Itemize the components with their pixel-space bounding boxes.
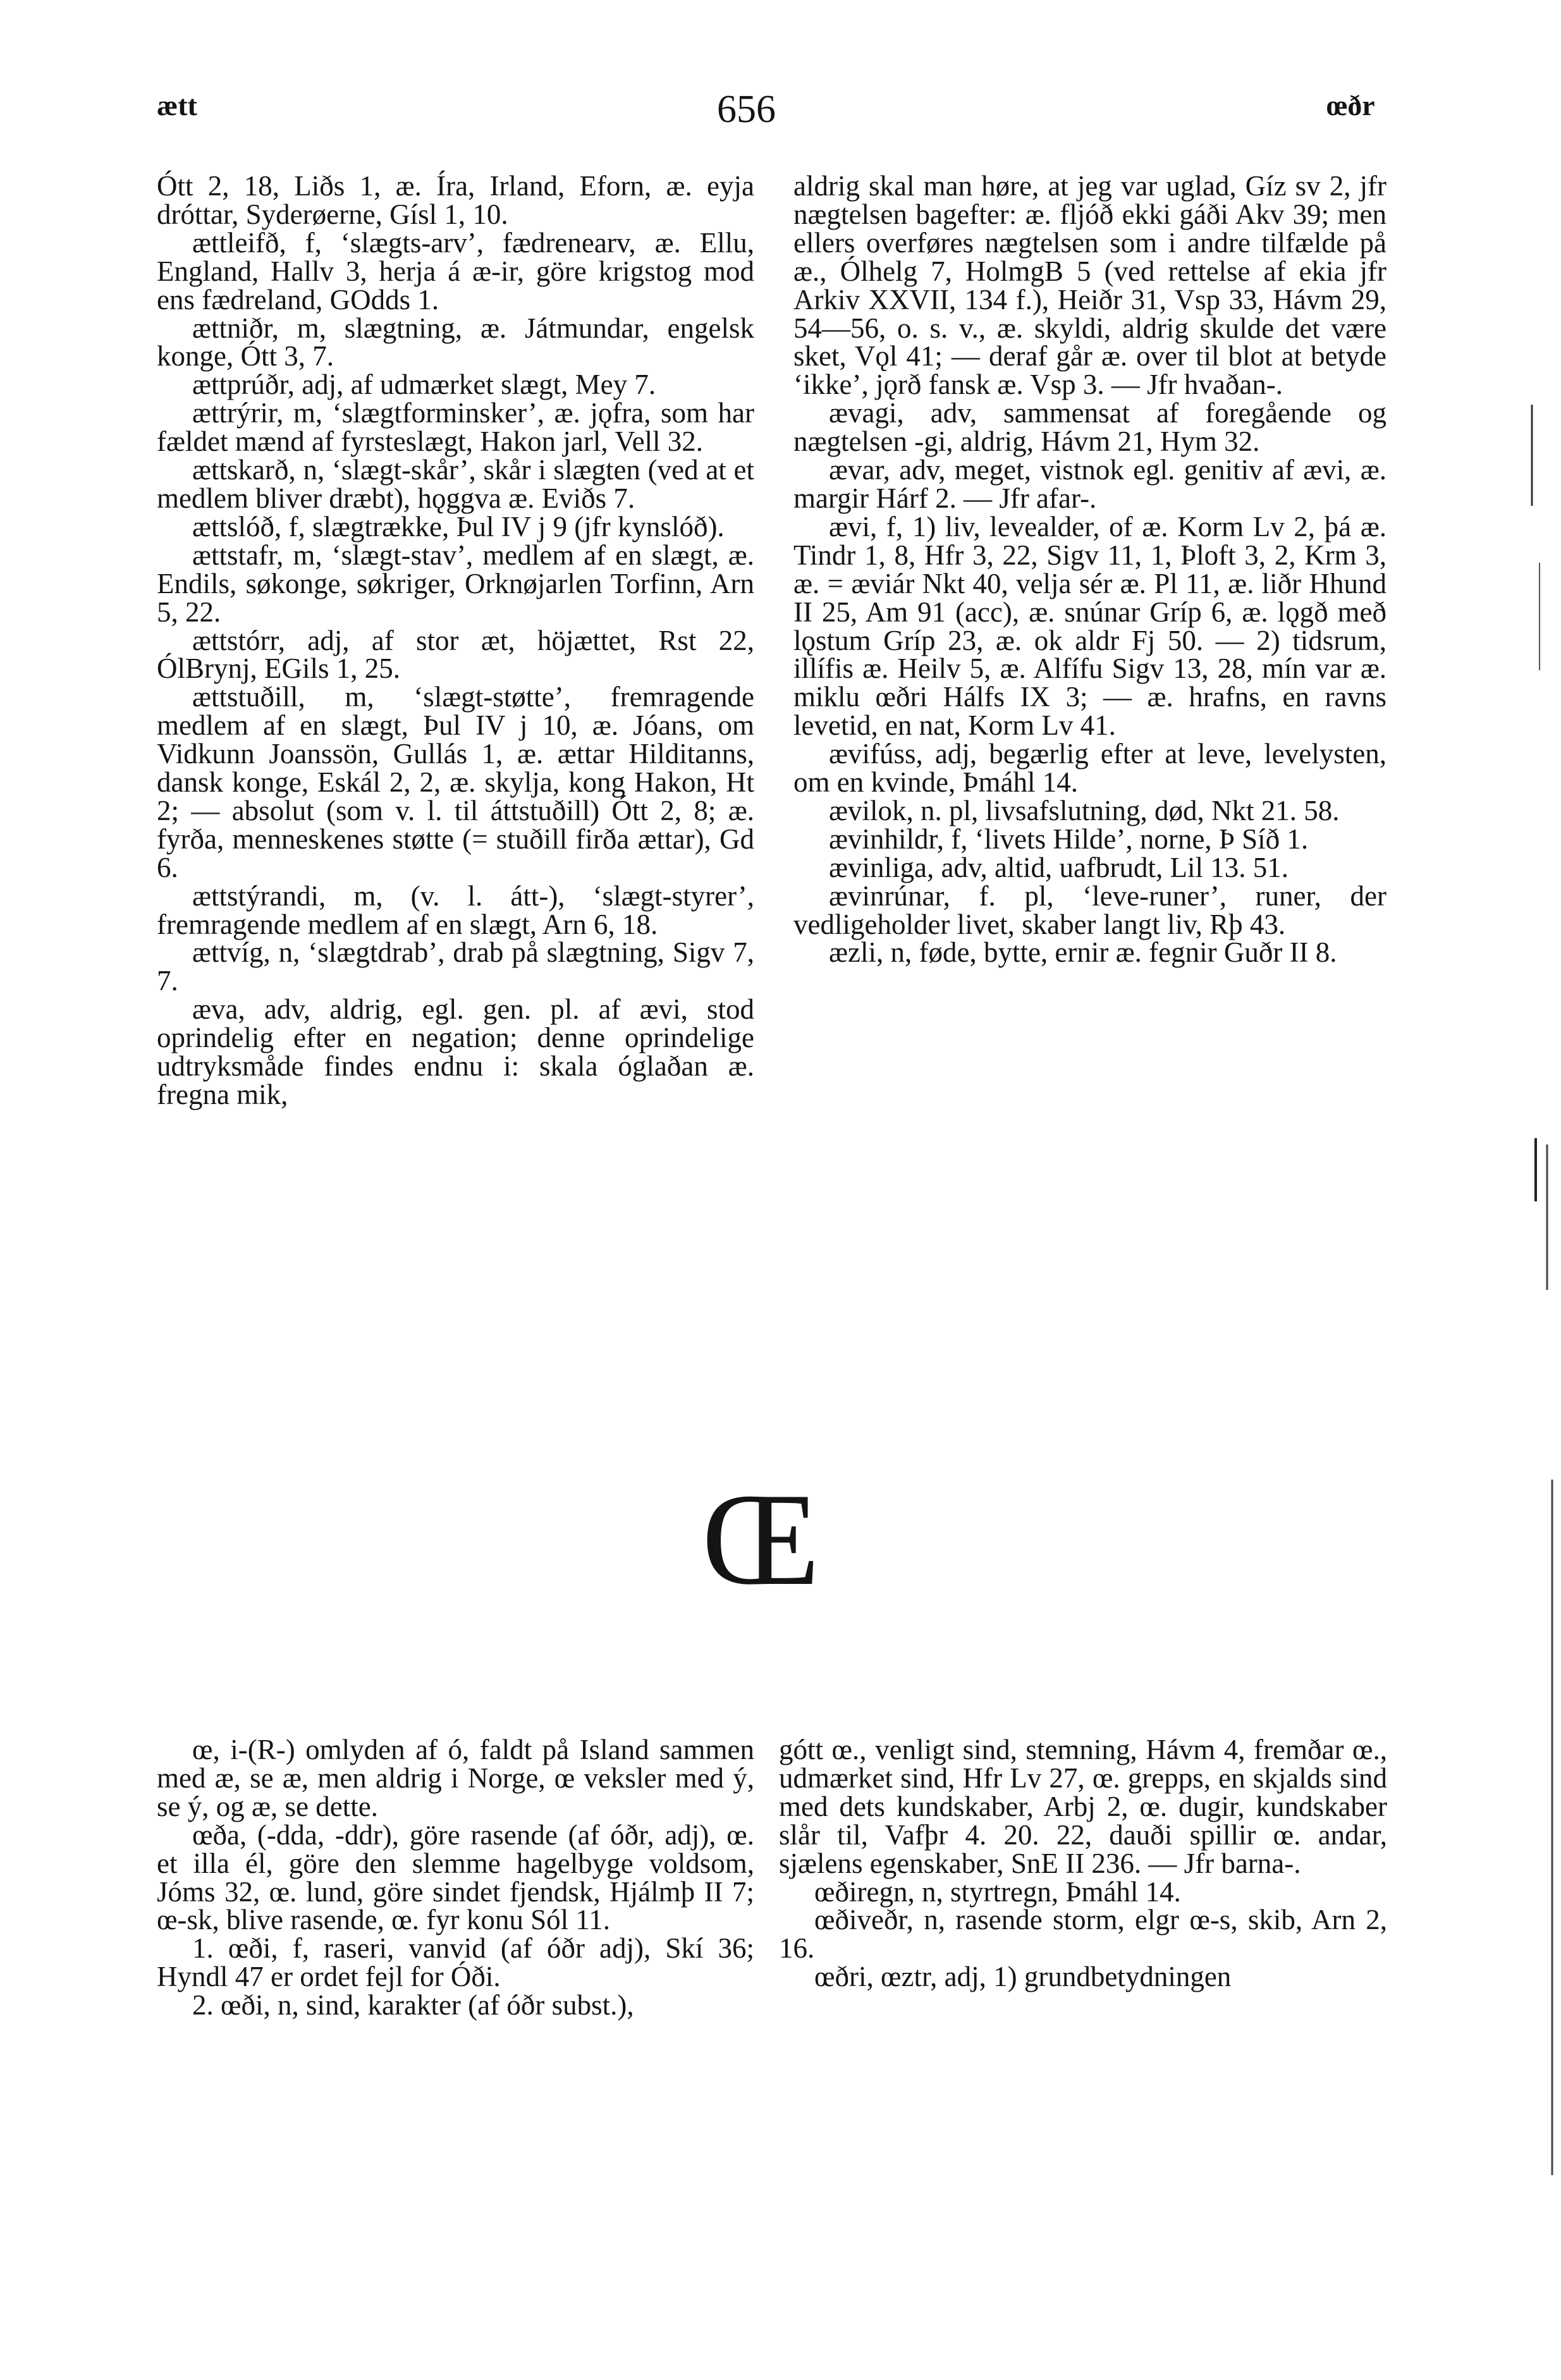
dictionary-entry: ættprúðr, adj, af udmærket slægt, Mey 7. — [192, 369, 656, 401]
column-left-lower — [157, 1736, 754, 2020]
dictionary-entry: ævinliga, adv, altid, uafbrudt, Lil 13. 51. — [829, 851, 1289, 883]
dictionary-entry: ævi, f, 1) liv, levealder, of æ. Korm Lv 2, þá æ. Tindr 1, 8, Hfr 3, 22, Sigv 11, 1, Þloft 3, 2, Krm 3, æ. = æviár Nkt 40, velja sér æ. Pl 11, æ. liðr Hhund II 25, Am 91 (acc), æ. snúnar Gríp 6, æ. lǫgð með lǫstum Gríp 23, æ. ok aldr Fj 50. — 2) tidsrum, illífis æ. Heilv 5, æ. Alfífu Sigv 13, 28, mín var æ. miklu œðri Hálfs IX 3; — æ. hrafns, en ravns levetid, en nat, Korm Lv 41. — [793, 510, 1387, 742]
dictionary-entry: ættstafr, m, ‘slægt-stav’, medlem af en slægt, æ. Endils, søkonge, søkriger, Orknøjarlen Torfinn, Arn 5, 22. — [157, 539, 754, 628]
header-guide-word-right: œðr — [1326, 89, 1375, 121]
dictionary-entry: œða, (-dda, -ddr), göre rasende (af óðr, adj), œ. et illa él, göre den slemme hagelbyge voldsom, Jóms 32, œ. lund, göre sindet fjendsk, Hjálmþ II 7; œ-sk, blive rasende, œ. fyr konu Sól 11. — [157, 1819, 754, 1936]
dictionary-entry: ættslóð, f, slægtrække, Þul IV j 9 (jfr kynslóð). — [192, 510, 725, 543]
entry-continuation: Ótt 2, 18, Liðs 1, æ. Íra, Irland, Eforn, æ. eyja dróttar, Syderøerne, Gísl 1, 10. — [157, 170, 754, 230]
dictionary-entry: œðiveðr, n, rasende storm, elgr œ-s, skib, Arn 2, 16. — [779, 1904, 1387, 1965]
dictionary-entry: ættvíg, n, ‘slægtdrab’, drab på slægtning, Sigv 7, 7. — [157, 936, 754, 997]
dictionary-entry: ævagi, adv, sammensat af foregående og nægtelsen -gi, aldrig, Hávm 21, Hym 32. — [793, 397, 1387, 458]
entry-continuation: aldrig skal man høre, at jeg var uglad, Gíz sv 2, jfr nægtelsen bagefter: æ. fljóð ekki gáði Akv 39; men ellers overføres nægtelsen som i andre tilfælde på æ., Ólhelg 7, HolmgB 5 (ved rettelse af ekia jfr Arkiv XXVII, 134 f.), Heiðr 31, Vsp 33, Hávm 29, 54—56, o. s. v., æ. skyldi, aldrig skulde det være sket, Vǫl 41; — deraf går æ. over til blot at betyde ‘ikke’, jǫrð fansk æ. Vsp 3. — Jfr hvaðan-. — [793, 170, 1387, 401]
entry-continuation: gótt œ., venligt sind, stemning, Hávm 4, fremðar œ., udmærket sind, Hfr Lv 27, œ. grepps, en skjalds sind med dets kundskaber, Arbj 2, œ. dugir, kundskaber slår til, Vafþr 4. 20. 22, dauði spillir œ. andar, sjælens egenskaber, SnE II 236. — Jfr barna-. — [779, 1734, 1387, 1879]
dictionary-entry: ævar, adv, meget, vistnok egl. genitiv af ævi, æ. margir Hárf 2. — Jfr afar-. — [793, 454, 1387, 514]
dictionary-entry: æva, adv, aldrig, egl. gen. pl. af ævi, stod oprindelig efter en negation; denne oprindelige udtryksmåde findes endnu i: skala óglaðan æ. fregna mik, — [157, 993, 754, 1110]
column-right-lower — [779, 1736, 1387, 1991]
dictionary-entry: ættleifð, f, ‘slægts-arv’, fædrenearv, æ. Ellu, England, Hallv 3, herja á æ-ir, göre krigstog mod ens fædreland, GOdds 1. — [157, 226, 754, 316]
page-number: 656 — [717, 88, 776, 131]
dictionary-entry: ævinrúnar, f. pl, ‘leve-runer’, runer, der vedligeholder livet, skaber langt liv, Rþ 43. — [793, 880, 1387, 940]
dictionary-entry: 1. œði, f, raseri, vanvid (af óðr adj), Skí 36; Hyndl 47 er ordet fejl for Óði. — [157, 1932, 754, 1993]
scan-edge-marks — [1527, 405, 1561, 2175]
column-left-upper — [157, 172, 754, 1109]
section-letter-heading: Œ — [702, 1466, 820, 1613]
dictionary-entry: ættstuðill, m, ‘slægt-støtte’, fremragende medlem af en slægt, Þul IV j 10, æ. Jóans, om Vidkunn Joanssön, Gullás 1, æ. ættar Hilditanns, dansk konge, Eskál 2, 2, æ. skylja, kong Hakon, Ht 2; — absolut (som v. l. til áttstuðill) Ótt 2, 8; æ. fyrða, menneskenes støtte (= stuðill firða ættar), Gd 6. — [157, 681, 754, 883]
dictionary-entry: 2. œði, n, sind, karakter (af óðr subst.), — [192, 1989, 634, 2021]
dictionary-entry: æzli, n, føde, bytte, ernir æ. fegnir Guðr II 8. — [829, 936, 1337, 969]
dictionary-entry: œ, i-(R-) omlyden af ó, faldt på Island sammen med æ, se æ, men aldrig i Norge, œ veksler med ý, se ý, og æ, se dette. — [157, 1734, 754, 1822]
dictionary-entry: ættniðr, m, slægtning, æ. Játmundar, engelsk konge, Ótt 3, 7. — [157, 312, 754, 372]
column-right-upper — [793, 172, 1387, 967]
dictionary-entry: œðri, œztr, adj, 1) grundbetydningen — [814, 1961, 1232, 1993]
dictionary-entry: ævinhildr, f, ‘livets Hilde’, norne, Þ Síð 1. — [829, 823, 1309, 855]
header-guide-word-left: ætt — [157, 89, 197, 121]
dictionary-entry: ættskarð, n, ‘slægt-skår’, skår i slægten (ved at et medlem bliver dræbt), hǫggva æ. Eviðs 7. — [157, 454, 754, 514]
dictionary-entry: ættstýrandi, m, (v. l. átt-), ‘slægt-styrer’, fremragende medlem af en slægt, Arn 6, 18. — [157, 880, 754, 940]
dictionary-entry: ævilok, n. pl, livsafslutning, død, Nkt 21. 58. — [829, 794, 1340, 826]
dictionary-entry: ættstórr, adj, af stor æt, höjættet, Rst 22, ÓlBrynj, EGils 1, 25. — [157, 624, 754, 685]
dictionary-entry: ættrýrir, m, ‘slægtforminsker’, æ. jǫfra, som har fældet mænd af fyrsteslægt, Hakon jarl, Vell 32. — [157, 397, 754, 458]
dictionary-entry: ævifúss, adj, begærlig efter at leve, levelysten, om en kvinde, Þmáhl 14. — [793, 738, 1387, 799]
dictionary-entry: œðiregn, n, styrtregn, Þmáhl 14. — [814, 1875, 1181, 1908]
